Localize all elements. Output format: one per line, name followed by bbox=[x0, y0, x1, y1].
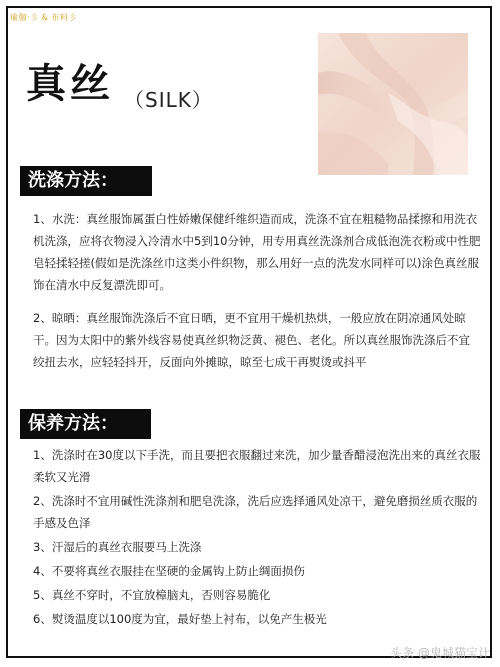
care-item: 1、洗涤时在30度以下手洗，而且要把衣服翻过来洗，加少量香醋浸泡洗出来的真丝衣服柔软又光滑 bbox=[33, 448, 481, 484]
care-section-heading: 保养方法： bbox=[20, 409, 151, 439]
watermark: 头条 @鬼城猫宝计 bbox=[390, 646, 490, 660]
care-list bbox=[33, 444, 481, 632]
care-item: 4、不要将真丝衣服挂在坚硬的金属钩上防止绸面损伤 bbox=[33, 564, 305, 578]
washing-paragraph-drying: 2、晾晒：真丝服饰洗涤后不宜日晒，更不宜用干燥机热烘，一般应放在阴凉通风处晾干。因为太阳中的紫外线容易使真丝织物泛黄、褪色、老化。所以真丝服饰洗涤后不宜绞扭去水，应轻轻抖开，反面向外摊晾，晾至七成干再熨烫或抖平 bbox=[33, 311, 470, 369]
page-title: 真丝 bbox=[26, 61, 114, 107]
silk-fabric-image bbox=[318, 33, 468, 175]
page-subtitle: （SILK） bbox=[124, 88, 213, 112]
care-item: 3、汗湿后的真丝衣服要马上洗涤 bbox=[33, 540, 202, 554]
care-item: 5、真丝不穿时，不宜放樟脑丸，否则容易脆化 bbox=[33, 588, 271, 602]
washing-section-heading: 洗涤方法： bbox=[20, 166, 152, 196]
brand-logo: 瑜伽·彡 & 布料彡 bbox=[10, 13, 77, 22]
care-item: 2、洗涤时不宜用碱性洗涤剂和肥皂洗涤，洗后应选择通风处凉干，避免磨损丝质衣服的手感及色泽 bbox=[33, 494, 478, 530]
care-item: 6、熨烫温度以100度为宜，最好垫上衬布，以免产生极光 bbox=[33, 612, 327, 626]
washing-paragraph-water-wash: 1、水洗：真丝服饰属蛋白性娇嫩保健纤维织造而成，洗涤不宜在粗糙物品揉擦和用洗衣机洗涤，应将衣物浸入冷清水中5到10分钟，用专用真丝洗涤剂合成低泡洗衣粉或中性肥皂轻揉轻搓(假如是洗涤丝巾这类小件织物，那么用好一点的洗发水同样可以)涂色真丝服饰在清水中反复漂洗即可。 bbox=[33, 212, 481, 292]
